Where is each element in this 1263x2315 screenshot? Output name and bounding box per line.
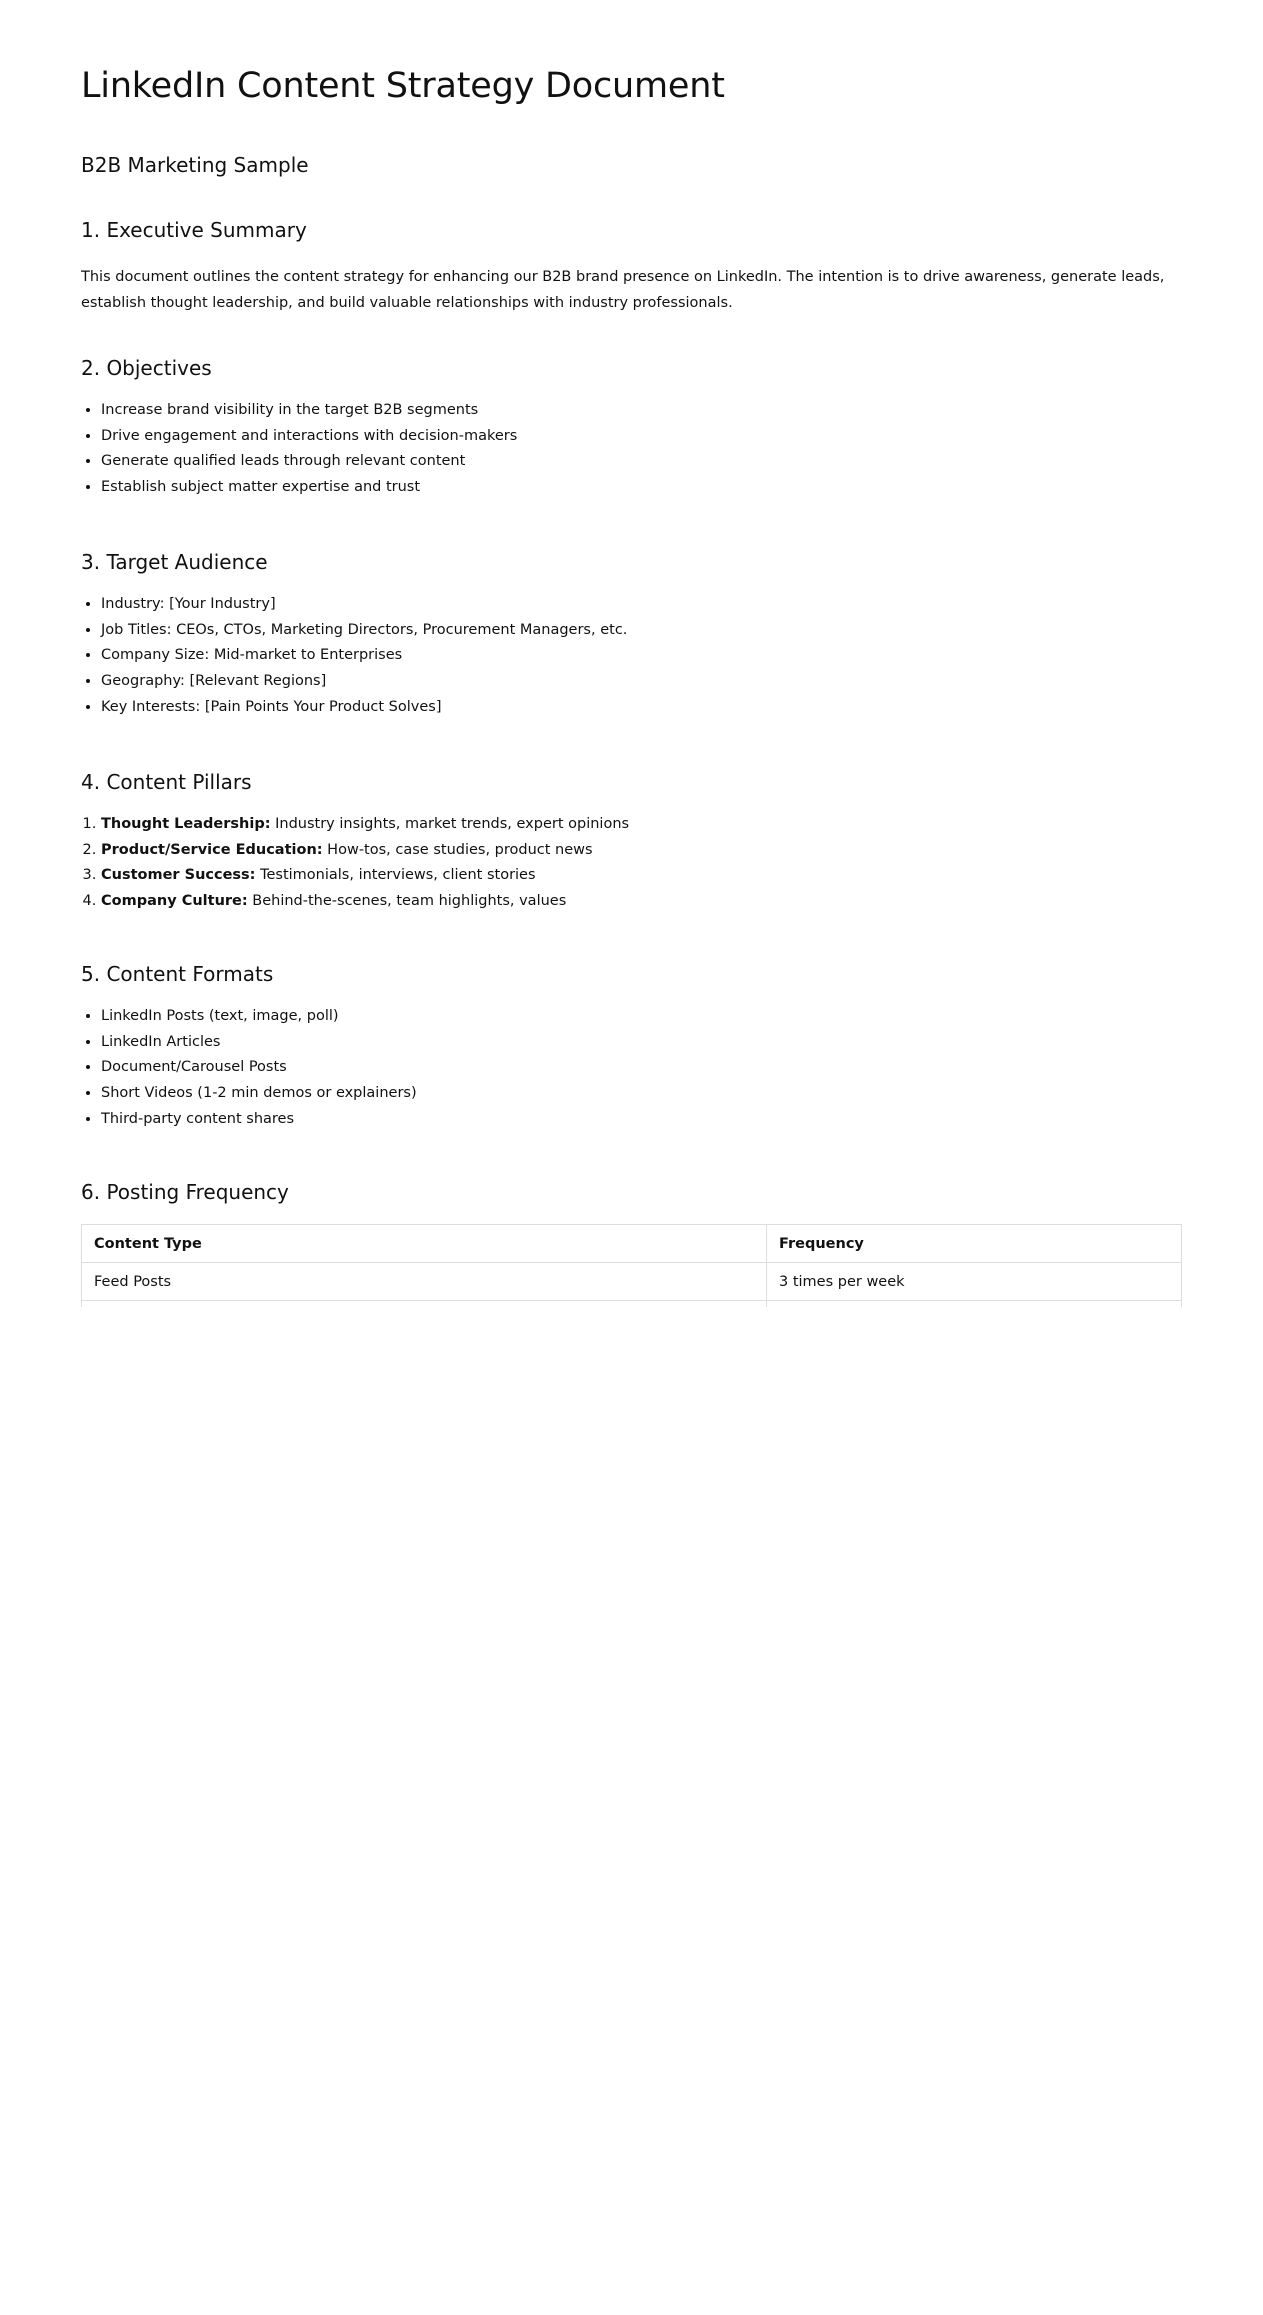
table-row-truncated [82,1301,1182,1308]
list-item [101,838,1182,864]
list-item [101,863,1182,889]
pillar-label: Company Culture: [101,893,248,910]
executive-summary-text: This document outlines the content strategy for enhancing our B2B brand presence on LinkedIn. The intention is to drive awareness, generate leads, establish thought leadership, and build valuable relationships with industry professionals. [81,269,1165,311]
list-item: • Job Titles: CEOs, CTOs, Marketing Directors, Procurement Managers, etc. [101,618,1182,644]
objectives-list [81,398,1182,501]
list-item: • LinkedIn Articles [101,1030,1182,1056]
list-item: • Third-party content shares [101,1107,1182,1133]
table-cell [767,1301,1182,1308]
list-item: • Company Size: Mid-market to Enterprises [101,643,1182,669]
section-heading: 6. Posting Frequency [81,1180,289,1204]
section-heading: 1. Executive Summary [81,218,307,242]
section-content-pillars [81,770,1182,915]
list-item: • Establish subject matter expertise and trust [101,475,1182,501]
list-item: • Short Videos (1-2 min demos or explainers) [101,1081,1182,1107]
section-posting-frequency [81,1180,1182,1307]
section-target-audience [81,550,1182,721]
list-item: • Generate qualified leads through relevant content [101,449,1182,475]
list-item: • Drive engagement and interactions with decision-makers [101,424,1182,450]
pillar-text: Testimonials, interviews, client stories [255,867,536,884]
list-item: • Document/Carousel Posts [101,1055,1182,1081]
table-row [82,1263,1182,1301]
list-item [101,889,1182,915]
list-item: • Industry: [Your Industry] [101,592,1182,618]
table-header-row [82,1225,1182,1263]
content-formats-list [81,1004,1182,1133]
table-cell: 3 times per week [767,1263,1182,1301]
pillar-label: Customer Success: [101,867,256,884]
section-heading: 3. Target Audience [81,550,268,574]
column-header-content-type: Content Type [82,1225,767,1263]
posting-frequency-table [81,1224,1182,1307]
list-item: • Increase brand visibility in the target B2B segments [101,398,1182,424]
pillar-text: How-tos, case studies, product news [322,841,593,858]
section-heading: 4. Content Pillars [81,770,252,794]
target-audience-list [81,592,1182,721]
section-heading: 2. Objectives [81,356,212,380]
pillar-text: Industry insights, market trends, expert opinions [270,816,630,832]
list-item: • LinkedIn Posts (text, image, poll) [101,1004,1182,1030]
list-item: • Key Interests: [Pain Points Your Product Solves] [101,695,1182,721]
table-cell: Feed Posts [82,1263,767,1301]
list-item [101,812,1182,838]
section-executive-summary [81,218,1182,316]
pillar-label: Thought Leadership: [101,816,271,832]
section-heading: 5. Content Formats [81,962,274,986]
section-objectives [81,356,1182,501]
list-item: • Geography: [Relevant Regions] [101,669,1182,695]
document-title: LinkedIn Content Strategy Document [81,66,725,106]
table-cell [82,1301,767,1308]
content-pillars-list [81,812,1182,915]
pillar-text: Behind-the-scenes, team highlights, values [247,893,567,910]
pillar-label: Product/Service Education: [101,841,323,858]
column-header-frequency: Frequency [767,1225,1182,1263]
document-subtitle: B2B Marketing Sample [81,153,309,177]
section-content-formats [81,962,1182,1133]
